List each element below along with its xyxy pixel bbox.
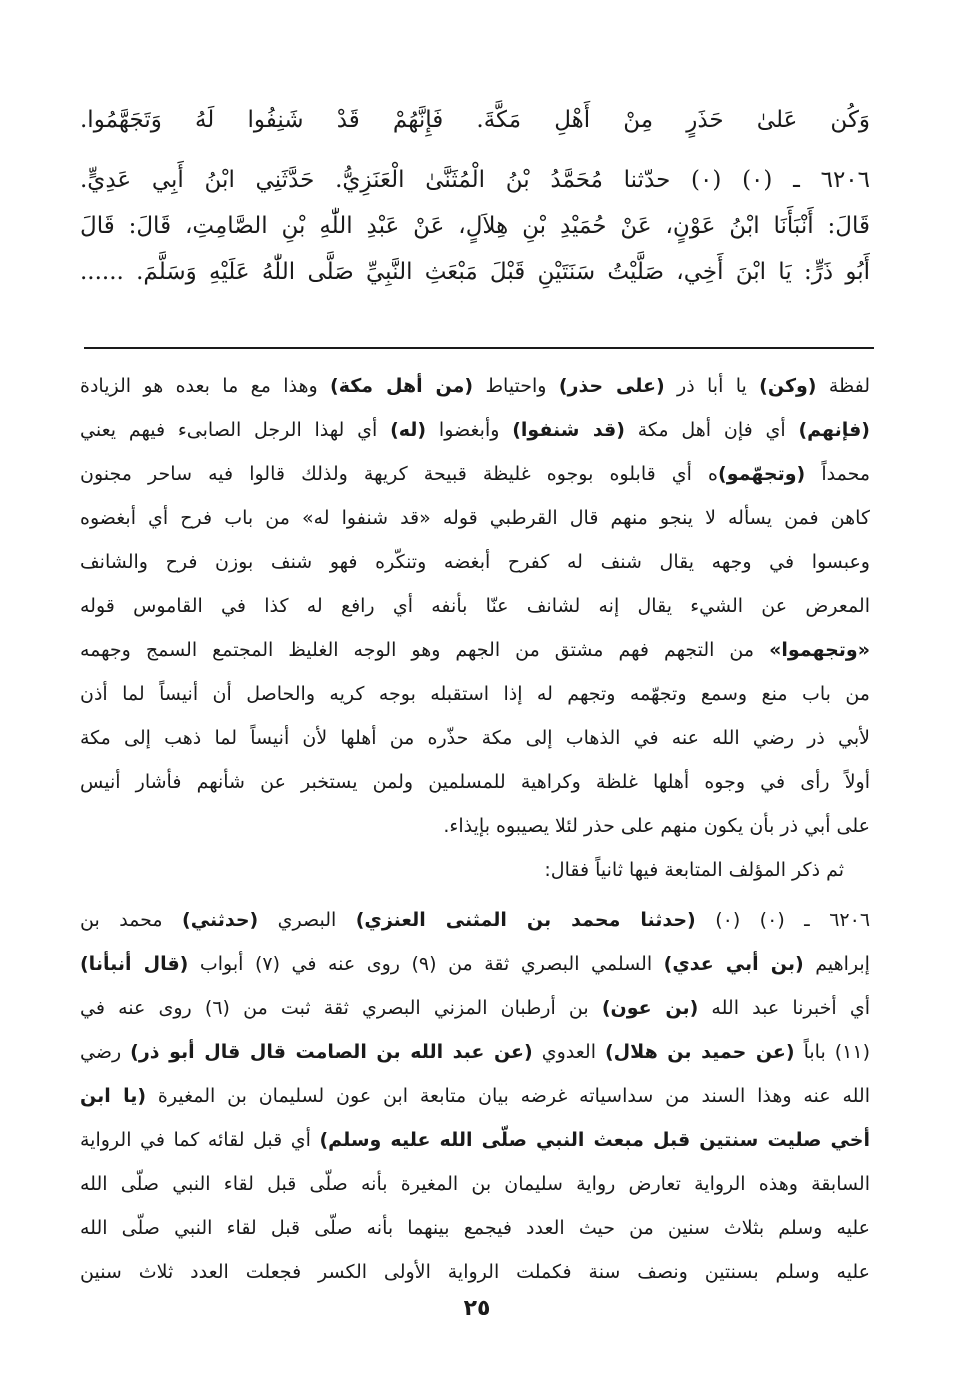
- commentary-line: أي أخبرنا عبد الله (بن عون) بن أرطبان المزني البصري ثقة ثبت من (٦) روى عنه في: [80, 997, 870, 1019]
- separator-rule: [84, 347, 874, 349]
- commentary-line: ثم ذكر المؤلف المتابعة فيها ثانياً فقال:: [544, 859, 844, 881]
- commentary-line: عليه وسلم بسنتين ونصف سنة فكملت الرواية الأولى الكسر فجعلت العدد ثلاث سنين: [80, 1261, 870, 1283]
- commentary-line: محمداً (وتجهّمو)ه أي قابلوه بوجوه غليظة قبيحة كريهة ولذلك قالوا فيه ساحر مجنون: [80, 463, 870, 485]
- commentary-line: الله عنه وهذا السند من سداسياته غرضه بيان متابعة ابن عون لسليمان بن المغيرة (يا ابن: [80, 1085, 870, 1107]
- commentary-line: (١١) باباً (عن حميد بن هلال) العدوي (عن عبد الله بن الصامت قال قال أبو ذر) رضي: [80, 1041, 870, 1063]
- commentary-line: من باب منع وسمع وتجهّمه وتجهم له إذا استقبله بوجه كريه والحاصل أن أنيساً لما أذن: [80, 683, 870, 705]
- hadith-line: قَالَ: أَنْبَأَنَا ابْنُ عَوْنٍ، عَنْ حُمَيْدِ بْنِ هِلاَلٍ، عَنْ عَبْدِ اللّٰهِ بْنِ الصَّامِتِ، قَالَ: قَالَ: [80, 213, 870, 239]
- commentary-line: إبراهيم (بن أبي عدي) السلمي البصري ثقة من (٩) روى عنه في (٧) أبواب (قال أنبأنا): [80, 953, 870, 975]
- commentary-line: السابقة وهذه الرواية تعارض رواية سليمان بن المغيرة بأنه صلّى قبل لقاء النبي صلّى الله: [80, 1173, 870, 1195]
- page-number: ٢٥: [463, 1296, 491, 1321]
- hadith-line: أَبُو ذَرٍّ: يَا ابْنَ أَخِي، صَلَّيْتُ سَنَتَيْنِ قَبْلَ مَبْعَثِ النَّبِيِّ صَلَّى اللّٰهُ عَلَيْهِ وَسَلَّمَ. ......: [80, 259, 870, 285]
- commentary-line: (فإنهم) أي فإن أهل مكة (قد شنفوا) وأبغضوا (له) أي لهذا الرجل الصابىء فيهم يعني: [80, 419, 870, 441]
- commentary-line: أولاً رأى في وجوه أهلها غلظة وكراهية للمسلمين ولمن يستخبر عن شأنهم فأشار أنيس: [80, 771, 870, 793]
- commentary-line: ٦٢٠٦ ـ (٠) (٠) (حدثنا محمد بن المثنى العنزي) البصري (حدثني) محمد بن: [80, 909, 870, 931]
- hadith-line: ٦٢٠٦ ـ (٠) (٠) حدّثنا مُحَمَّدُ بْنُ الْمُثَنَّىٰ الْعَنَزِيُّ. حَدَّثَنِي ابْنُ أَبِي عَدِيٍّ.: [80, 167, 870, 193]
- commentary-line: أخي صليت سنتين قبل مبعث النبي صلّى الله عليه وسلم) أي قبل لقائه كما في الرواية: [80, 1129, 870, 1151]
- commentary-line: كاهن فمن يسأله لا ينجو منهم قال القرطبي قوله «قد شنفوا له» من باب فرح أي أبغضوه: [80, 507, 870, 529]
- commentary-line: لفظة (وكن) يا أبا ذر (على حذر) واحتياط (من أهل مكة) وهذا مع ما بعده هو الزيادة: [80, 375, 870, 397]
- commentary-line: المعرض عن الشيء يقال إنه لشانف عنّا بأنفه أي رافع له كذا في القاموس قوله: [80, 595, 870, 617]
- commentary-line: لأبي ذر رضي الله عنه في الذهاب إلى مكة حذّره من أهلها لأن أنيساً لما ذهب إلى مكة: [80, 727, 870, 749]
- commentary-line: عليه وسلم بثلاث سنين من حيث العدد فيجمع بينهما بأنه صلّى قبل لقاء النبي صلّى الله: [80, 1217, 870, 1239]
- hadith-line: وَكُن عَلىٰ حَذَرٍ مِنْ أَهْلِ مَكَّةَ. فَإِنَّهُمْ قَدْ شَنِفُوا لَهُ وَتَجَهَّمُوا.: [80, 107, 870, 133]
- commentary-line: «وتجهموا» من التجهم فهم مشتق من الجهم وهو الوجه الغليظ المجتمع السمج وجهمه: [80, 639, 870, 661]
- commentary-line: على أبي ذر بأن يكون منهم على حذر لئلا يصيبوه بإيذاء.: [443, 815, 870, 837]
- commentary-line: وعبسوا في وجهه يقال شنف له كفرح أبغضه وتنكّره فهو شنف بوزن فرح والشانف: [80, 551, 870, 573]
